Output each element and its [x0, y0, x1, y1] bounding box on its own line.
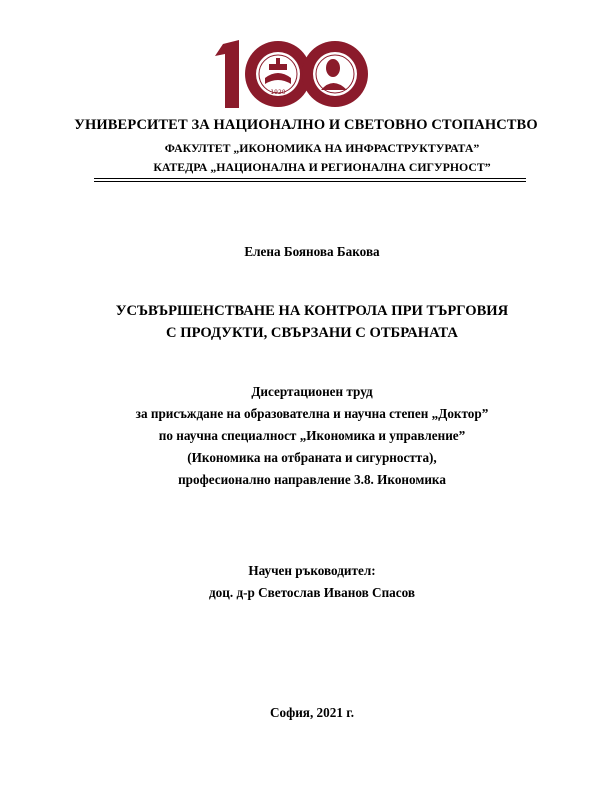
supervisor-block — [12, 561, 600, 605]
dissertation-line: професионално направление 3.8. Икономика — [178, 472, 446, 487]
university-name: УНИВЕРСИТЕТ ЗА НАЦИОНАЛНО И СВЕТОВНО СТОПАНСТВО — [74, 117, 538, 133]
faculty-name: ФАКУЛТЕТ „ИКОНОМИКА НА ИНФРАСТРУКТУРАТА” — [164, 141, 480, 155]
thesis-title-line: УСЪВЪРШЕНСТВАНЕ НА КОНТРОЛА ПРИ ТЪРГОВИЯ — [115, 303, 509, 319]
header-rule-bottom — [94, 181, 526, 182]
university-100-logo — [209, 38, 369, 110]
header-rule-top — [94, 178, 526, 179]
department-name: КАТЕДРА „НАЦИОНАЛНА И РЕГИОНАЛНА СИГУРНОСТ” — [153, 160, 491, 174]
dissertation-line: за присъждане на образователна и научна степен „Доктор” — [135, 406, 489, 421]
author-name: Елена Боянова Бакова — [244, 244, 380, 259]
logo-seal-right — [302, 41, 368, 107]
logo-seal-left — [245, 41, 311, 107]
supervisor-name: доц. д-р Светослав Иванов Спасов — [208, 585, 416, 600]
dissertation-description — [12, 382, 600, 492]
city-year: София, 2021 г. — [269, 705, 355, 720]
thesis-title-line: С ПРОДУКТИ, СВЪРЗАНИ С ОТБРАНАТА — [166, 325, 458, 341]
thesis-title — [12, 300, 600, 344]
logo-digit-one — [215, 40, 239, 108]
svg-text:1920: 1920 — [270, 89, 286, 96]
dissertation-line: Дисертационен труд — [251, 384, 373, 399]
dissertation-line: по научна специалност „Икономика и управление” — [158, 428, 466, 443]
supervisor-label: Научен ръководител: — [248, 563, 376, 578]
dissertation-line: (Икономика на отбраната и сигурността), — [187, 450, 437, 465]
